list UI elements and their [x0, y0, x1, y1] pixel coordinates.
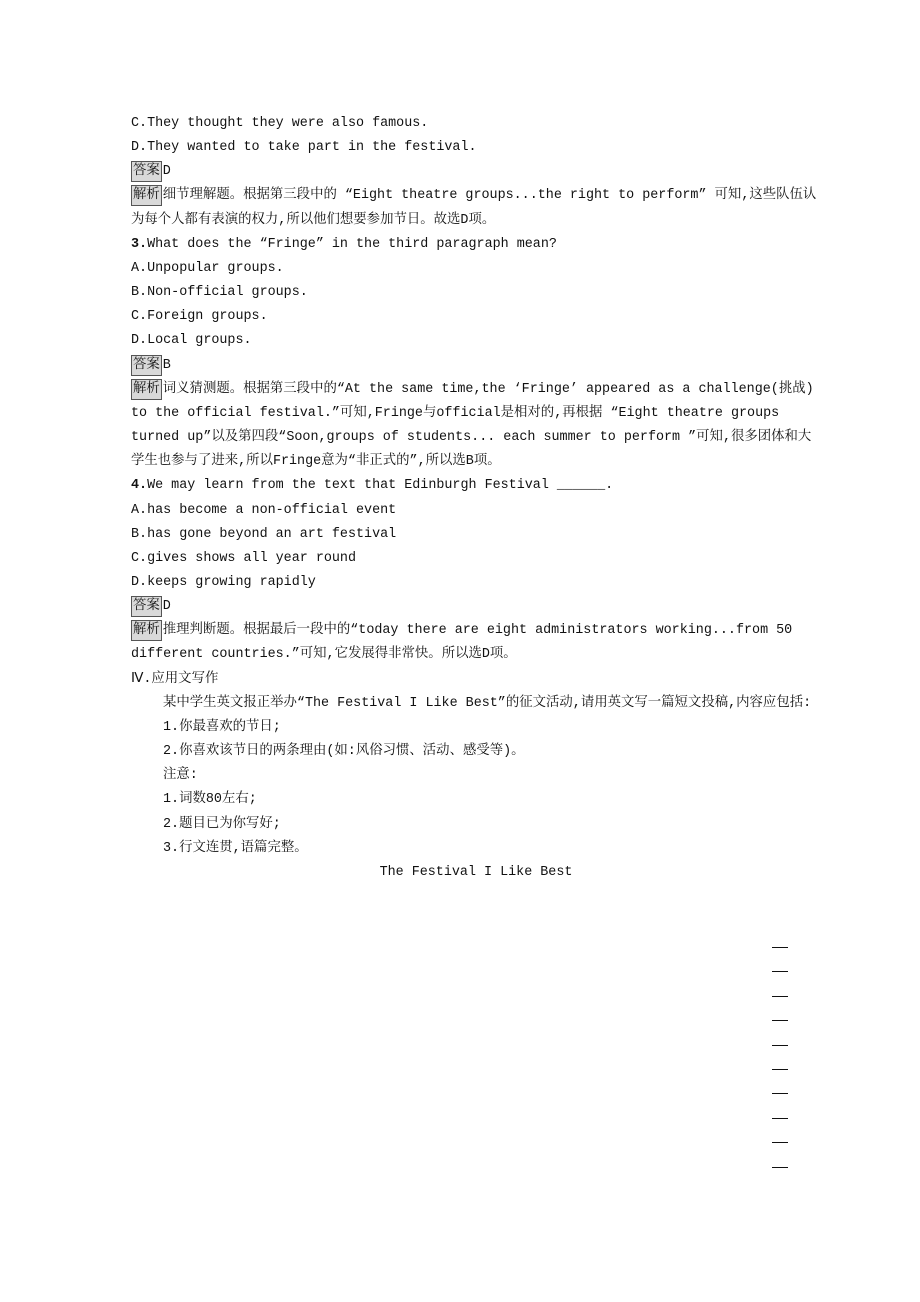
writing-blank-line: [772, 996, 788, 997]
q3-question: [131, 233, 821, 257]
analysis-label: 解析: [131, 185, 162, 206]
q2-option-c: C.They thought they were also famous.: [131, 116, 429, 131]
q4-question: [131, 474, 821, 498]
q4-option-c: C.gives shows all year round: [131, 550, 356, 566]
note-item: 2.题目已为你写好;: [163, 816, 281, 832]
q2-analysis: [131, 184, 821, 232]
answer-label: 答案: [131, 355, 162, 376]
q4-option-b: B.has gone beyond an art festival: [131, 526, 397, 542]
q2-answer: [131, 160, 821, 184]
note-item: 1.词数80左右;: [163, 792, 257, 808]
writing-prompt: 某中学生英文报正举办“The Festival I Like Best”的征文活动,请用英文写一篇短文投稿,内容应包括:: [163, 695, 812, 711]
q3-option-b: B.Non-official groups.: [131, 285, 308, 301]
writing-item: 1.你最喜欢的节日;: [163, 719, 281, 735]
writing-blank-line: [772, 1093, 788, 1094]
q2-option-d: D.They wanted to take part in the festival.: [131, 140, 477, 156]
note-item: 3.行文连贯,语篇完整。: [163, 840, 308, 856]
q2-answer-value: D: [162, 164, 171, 180]
q3-analysis-text: 词义猜测题。根据第三段中的“At the same time,the ‘Fringe’ appeared as a challenge(挑战) to the official festival.”可知,Fringe与official是相对的,再根据 “Eight theatre groups turned up”以及第四段“Soon,groups of students... each summer to perform ”可知,很多团体和大学生也参与了进来,所以Fringe意为“非正式的”,所以选B项。: [131, 381, 822, 470]
writing-blank-line: [772, 1118, 788, 1119]
answer-label: 答案: [131, 161, 162, 182]
analysis-label: 解析: [131, 379, 162, 400]
q3-answer-value: B: [162, 357, 171, 373]
q4-analysis-text: 推理判断题。根据最后一段中的“today there are eight administrators working...from 50 different countries.”可知,它发展得非常快。所以选D项。: [131, 623, 801, 663]
q3-option-a: A.Unpopular groups.: [131, 260, 284, 276]
q3-option-c: C.Foreign groups.: [131, 309, 268, 325]
writing-blank-line: [772, 1142, 788, 1143]
analysis-label: 解析: [131, 620, 162, 641]
writing-blank-line: [772, 1069, 788, 1070]
essay-title: The Festival I Like Best: [379, 864, 573, 880]
q3-question-text: What does the “Fringe” in the third paragraph mean?: [147, 236, 557, 252]
q3-option-d: D.Local groups.: [131, 333, 252, 349]
q3-analysis: [131, 378, 821, 475]
document-body: [131, 112, 821, 885]
writing-blank-line: [772, 971, 788, 972]
q4-analysis: [131, 619, 821, 667]
q2-analysis-text: 细节理解题。根据第三段中的 “Eight theatre groups...the right to perform” 可知,这些队伍认为每个人都有表演的权力,所以他们想要参加节日。故选D项。: [131, 188, 817, 228]
writing-blank-line: [772, 1045, 788, 1046]
q4-number: 4.: [131, 478, 148, 494]
q4-option-d: D.keeps growing rapidly: [131, 574, 316, 590]
q3-answer: [131, 354, 821, 378]
writing-blank-line: [772, 1020, 788, 1021]
writing-blank-line: [772, 1167, 788, 1168]
q4-question-text: We may learn from the text that Edinburgh Festival ______.: [147, 478, 614, 494]
writing-section-heading: Ⅳ.应用文写作: [131, 671, 219, 687]
q3-number: 3.: [131, 236, 148, 252]
q4-answer: [131, 595, 821, 619]
writing-blank-line: [772, 947, 788, 948]
writing-item: 2.你喜欢该节日的两条理由(如:风俗习惯、活动、感受等)。: [163, 744, 525, 760]
answer-label: 答案: [131, 596, 162, 617]
q4-option-a: A.has become a non-official event: [131, 502, 397, 518]
q4-answer-value: D: [162, 599, 171, 615]
notes-label: 注意:: [163, 768, 198, 784]
